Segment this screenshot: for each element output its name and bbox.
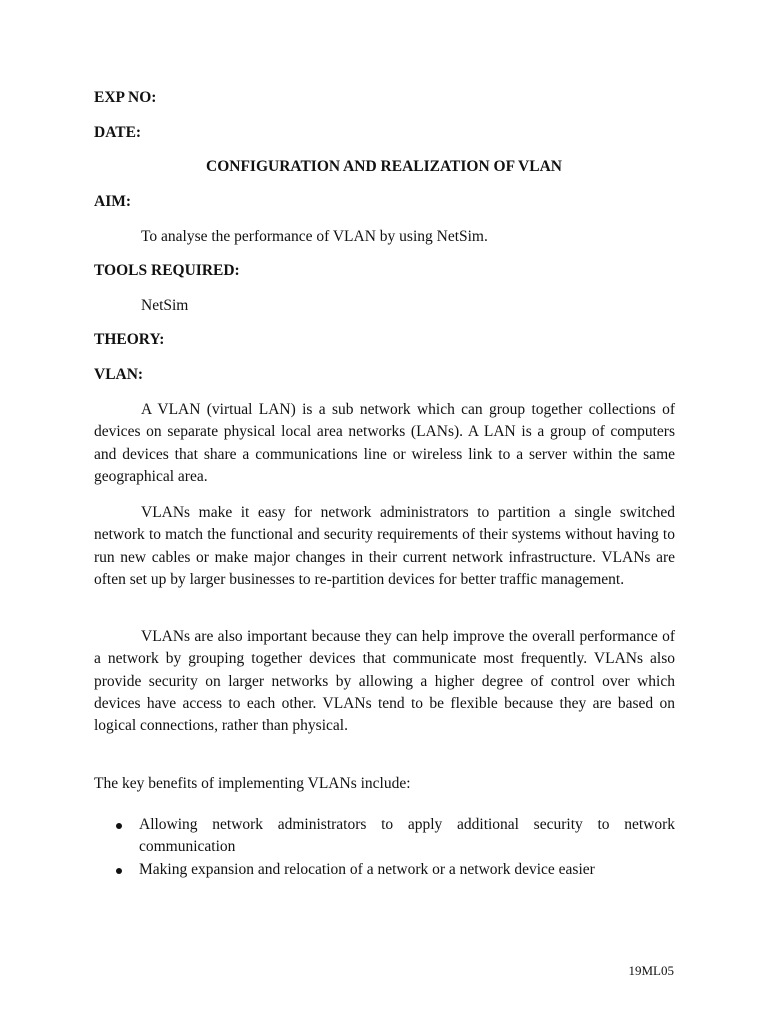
benefits-list: [94, 814, 675, 881]
theory-paragraph-3: VLANs are also important because they can help improve the overall performance of a network by grouping together devices that communicate most frequently. VLANs also provide security on larger networks by allowing a higher degree of control over which devices have access to each other. VLANs tend to be flexible because they are based on logical connections, rather than physical.: [94, 628, 675, 735]
document-title: CONFIGURATION AND REALIZATION OF VLAN: [206, 158, 562, 175]
tools-text: NetSim: [141, 297, 189, 314]
theory-paragraph-1: A VLAN (virtual LAN) is a sub network which can group together collections of devices on separate physical local area networks (LANs). A LAN is a group of computers and devices that share a communications line or wireless link to a server within the same geographical area.: [94, 401, 675, 485]
benefit-text: Allowing network administrators to apply additional security to network communication: [139, 816, 675, 856]
aim-heading: AIM:: [94, 193, 132, 210]
bullet-icon: [116, 868, 122, 874]
theory-heading: THEORY:: [94, 331, 165, 348]
exp-no-label: EXP NO:: [94, 89, 157, 106]
list-item: [94, 814, 675, 859]
benefits-intro: The key benefits of implementing VLANs include:: [94, 775, 411, 792]
tools-heading: TOOLS REQUIRED:: [94, 262, 240, 279]
benefit-text: Making expansion and relocation of a network or a network device easier: [139, 860, 595, 878]
page-footer-code: 19ML05: [628, 963, 674, 978]
vlan-subheading: VLAN:: [94, 366, 144, 383]
aim-text: To analyse the performance of VLAN by using NetSim.: [141, 228, 488, 245]
list-item: [94, 859, 675, 881]
theory-paragraph-2: VLANs make it easy for network administrators to partition a single switched network to match the functional and security requirements of their systems without having to run new cables or make major changes in their current network infrastructure. VLANs are often set up by larger businesses to re-partition devices for better traffic management.: [94, 504, 675, 588]
date-label: DATE:: [94, 124, 142, 141]
bullet-icon: [116, 823, 122, 829]
